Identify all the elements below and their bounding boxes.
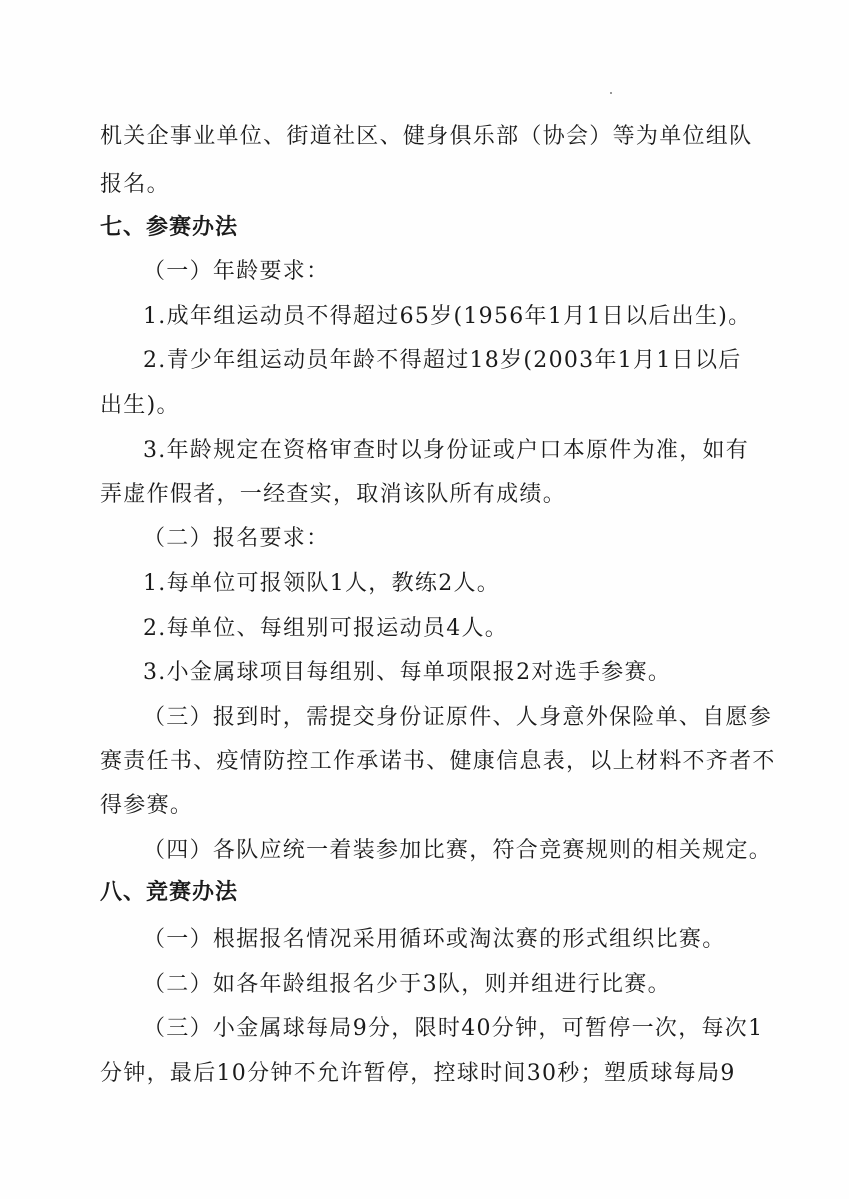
paragraph-line: 出生)。 (100, 393, 180, 418)
paragraph-line: 报名。 (100, 172, 170, 197)
paragraph-line: 2.青少年组运动员年龄不得超过18岁(2003年1月1日以后 (143, 348, 742, 373)
paragraph-line: 得参赛。 (100, 793, 194, 818)
scan-speck (610, 92, 612, 94)
paragraph-line: 1.成年组运动员不得超过65岁(1956年1月1日以后出生)。 (143, 304, 752, 329)
paragraph-line: 1.每单位可报领队1人，教练2人。 (143, 571, 501, 596)
paragraph-line: 赛责任书、疫情防控工作承诺书、健康信息表，以上材料不齐者不 (100, 749, 776, 774)
paragraph-line: （二）如各年龄组报名少于3队，则并组进行比赛。 (143, 972, 671, 997)
paragraph-line: （三）报到时，需提交身份证原件、人身意外保险单、自愿参 (143, 705, 773, 730)
subsection-heading: （一）年龄要求： (143, 259, 330, 284)
paragraph-line: 分钟，最后10分钟不允许暂停，控球时间30秒；塑质球每局9 (100, 1061, 736, 1086)
section-heading-8: 八、竞赛办法 (100, 880, 239, 905)
paragraph-line: 3.小金属球项目每组别、每单项限报2对选手参赛。 (143, 660, 672, 685)
paragraph-line: 机关企事业单位、街道社区、健身俱乐部（协会）等为单位组队 (100, 124, 753, 149)
paragraph-line: （一）根据报名情况采用循环或淘汰赛的形式组织比赛。 (143, 927, 726, 952)
section-heading-7: 七、参赛办法 (100, 215, 239, 240)
paragraph-line: 2.每单位、每组别可报运动员4人。 (143, 616, 509, 641)
paragraph-line: 3.年龄规定在资格审查时以身份证或户口本原件为准，如有 (143, 438, 750, 463)
paragraph-line: 弄虚作假者，一经查实，取消该队所有成绩。 (100, 482, 567, 507)
paragraph-line: （三）小金属球每局9分，限时40分钟，可暂停一次，每次1 (143, 1016, 764, 1041)
subsection-heading: （二）报名要求： (143, 526, 330, 551)
paragraph-line: （四）各队应统一着装参加比赛，符合竞赛规则的相关规定。 (143, 838, 773, 863)
